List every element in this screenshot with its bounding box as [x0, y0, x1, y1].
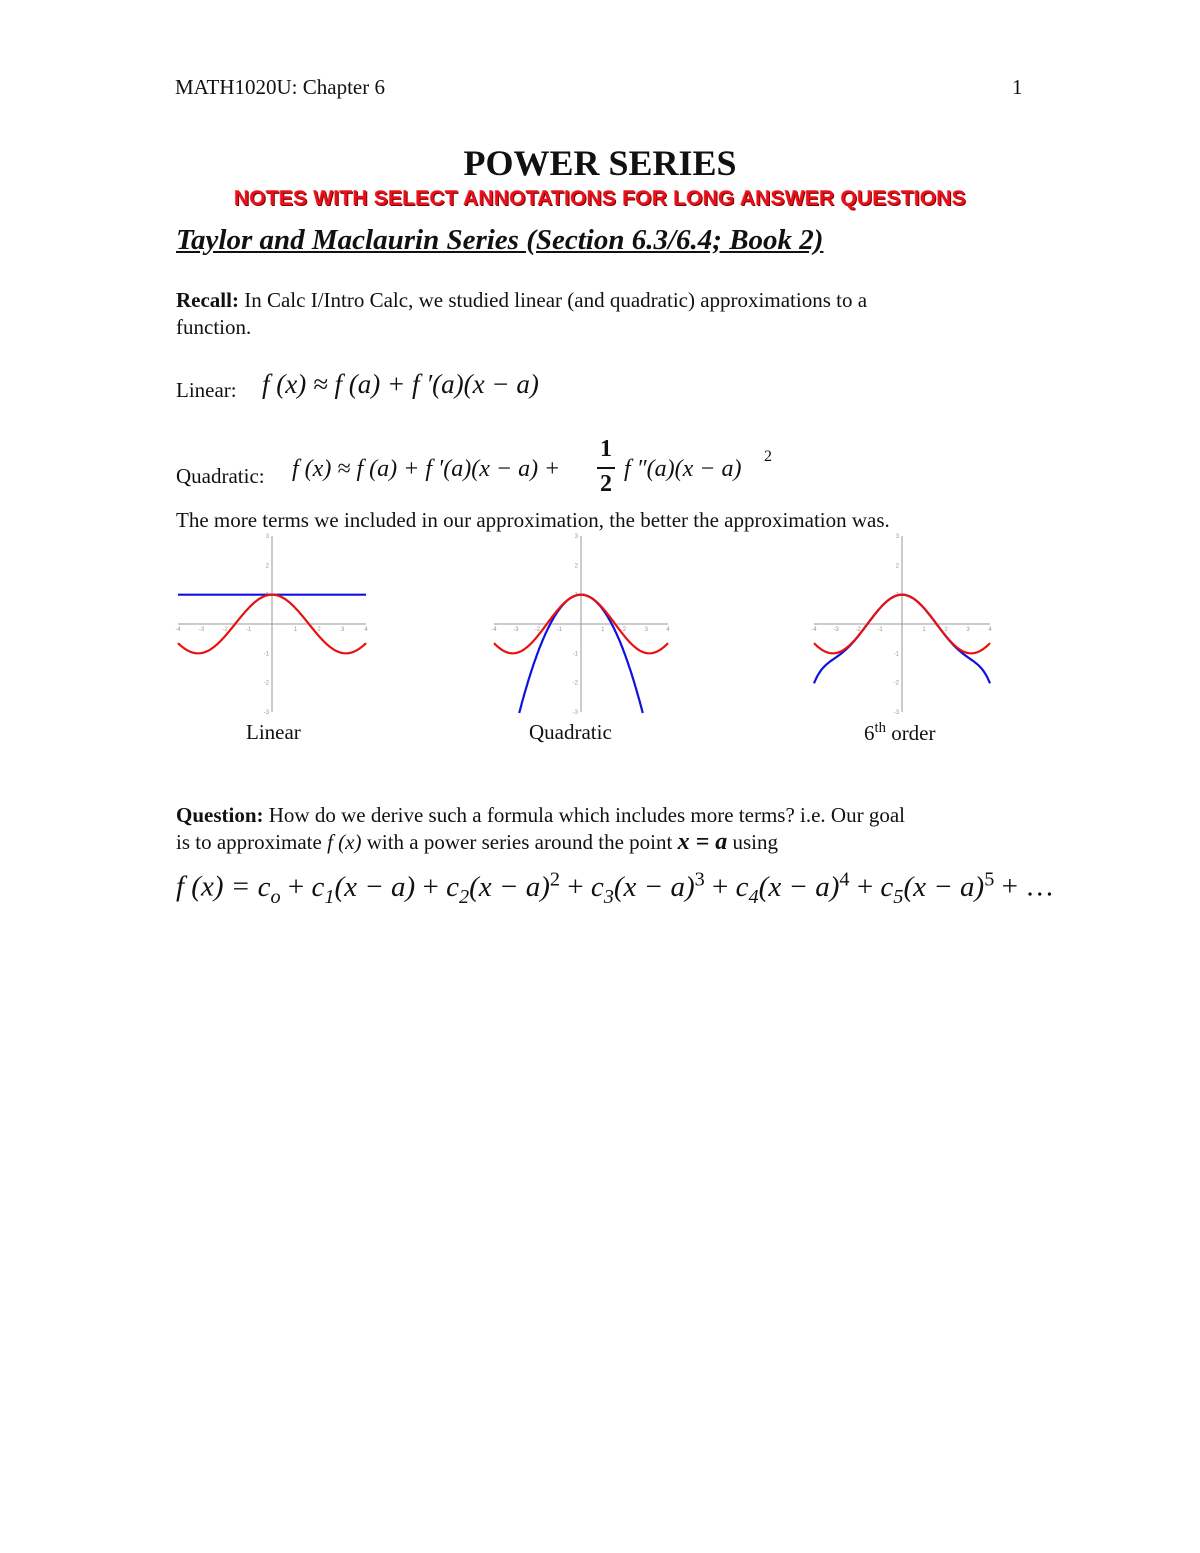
caption-sixth-word: order [885, 721, 936, 745]
x-tick-label: 1 [922, 627, 926, 633]
y-tick-label: 1 [574, 592, 578, 599]
fraction-bar [597, 467, 615, 469]
x-tick-label: 2 [622, 627, 627, 633]
series-coefficient: c [880, 870, 894, 903]
x-tick-label: 1 [293, 627, 298, 633]
series-lhs: f (x) = [176, 870, 251, 903]
y-tick-label: -3 [263, 710, 269, 716]
x-tick-label: -4 [811, 627, 817, 633]
question-x-equals-a: x = a [677, 829, 728, 855]
series-coefficient: c [735, 870, 749, 903]
fraction-numerator: 1 [600, 436, 612, 462]
question-fx: f (x) [327, 830, 362, 854]
x-tick-label: -4 [175, 627, 181, 633]
series-term-0 [257, 870, 281, 908]
series-coefficient: c [257, 870, 271, 903]
x-tick-label: -2 [855, 627, 861, 633]
x-tick-label: -3 [833, 627, 839, 633]
y-tick-label: -2 [263, 680, 269, 687]
caption-sixth-number: 6 [864, 721, 875, 745]
x-tick-label: -4 [491, 627, 497, 633]
series-term-5 [849, 868, 995, 908]
question-label: Question: [176, 803, 264, 827]
quadratic-approximation-graph [488, 530, 674, 718]
y-tick-label: -3 [893, 710, 899, 716]
series-term-3 [560, 868, 705, 908]
sixth-order-approximation-graph [808, 530, 996, 718]
y-tick-label: -2 [893, 680, 899, 687]
series-factor: (x − a) [903, 870, 985, 903]
page-number: 1 [1012, 75, 1023, 99]
series-plus: + [415, 870, 447, 903]
question-line1: How do we derive such a formula which includes more terms? i.e. Our goal [268, 803, 905, 827]
x-tick-label: 3 [340, 627, 345, 633]
series-coefficient: c [311, 870, 325, 903]
x-tick-label: 4 [666, 627, 670, 633]
caption-sixth-superscript: th [874, 720, 886, 736]
series-coefficient-index: 3 [603, 885, 614, 908]
y-tick-label: -1 [263, 651, 269, 658]
quadratic-label: Quadratic: [176, 464, 265, 488]
series-power: 5 [984, 868, 995, 890]
y-tick-label: 3 [574, 534, 578, 540]
recall-label: Recall: [176, 288, 239, 312]
linear-label: Linear: [176, 378, 237, 402]
series-factor: (x − a) [469, 870, 550, 903]
quadratic-exponent: 2 [764, 448, 772, 465]
linear-formula: f (x) ≈ f (a) + f ′(a)(x − a) [262, 369, 539, 399]
question-line2-b: with a power series around the point [366, 830, 673, 854]
x-tick-label: -1 [245, 627, 252, 633]
y-tick-label: -3 [572, 710, 578, 716]
series-power: 2 [549, 868, 560, 890]
recall-text-line1: In Calc I/Intro Calc, we studied linear (and quadratic) approximations to a [244, 288, 868, 312]
series-plus: + [704, 870, 736, 903]
series-plus: + [560, 870, 591, 903]
y-tick-label: 3 [265, 534, 269, 540]
y-tick-label: 2 [574, 563, 578, 570]
quadratic-formula-part2: f ″(a)(x − a) [624, 456, 742, 482]
x-tick-label: -2 [534, 627, 541, 633]
x-tick-label: 3 [644, 627, 648, 633]
y-tick-label: 2 [265, 563, 269, 570]
series-coefficient-index: 5 [893, 885, 904, 908]
x-tick-label: -3 [513, 627, 519, 633]
series-factor: (x − a) [758, 870, 840, 903]
y-tick-label: -1 [572, 651, 578, 658]
x-tick-label: 3 [966, 627, 970, 633]
series-plus: + [280, 870, 312, 903]
x-tick-label: 4 [364, 627, 368, 633]
fraction-denominator: 2 [600, 471, 612, 497]
caption-sixth-order [864, 720, 936, 746]
series-coefficient-index: 2 [458, 885, 470, 908]
series-term-2 [415, 868, 560, 908]
quadratic-formula-part1: f (x) ≈ f (a) + f ′(a)(x − a) + [292, 456, 561, 482]
series-term-4 [704, 868, 850, 908]
series-coefficient-index: o [270, 885, 281, 908]
linear-approximation-graph [172, 530, 372, 718]
x-tick-label: -2 [222, 627, 228, 633]
more-terms-sentence: The more terms we included in our approximation, the better the approximation was. [176, 508, 890, 532]
y-tick-label: 2 [895, 563, 899, 570]
x-tick-label: 1 [601, 627, 605, 633]
question-line2-c: using [732, 830, 779, 854]
x-tick-label: 2 [317, 627, 321, 633]
recall-paragraph [176, 287, 1036, 341]
x-tick-label: 4 [988, 627, 992, 633]
y-tick-label: 1 [265, 592, 269, 599]
x-tick-label: -1 [877, 627, 883, 633]
x-tick-label: -3 [198, 627, 205, 633]
y-tick-label: 1 [895, 592, 899, 599]
series-coefficient: c [446, 870, 459, 903]
recall-text-line2: function. [176, 315, 252, 339]
caption-linear: Linear [246, 720, 301, 744]
series-coefficient-index: 4 [748, 885, 759, 908]
section-heading: Taylor and Maclaurin Series (Section 6.3/6.4; Book 2) [176, 224, 824, 256]
y-tick-label: 3 [895, 534, 899, 540]
x-tick-label: 2 [944, 627, 948, 633]
series-factor: (x − a) [613, 870, 695, 903]
power-series-formula [176, 868, 1054, 908]
running-header: MATH1020U: Chapter 6 [175, 75, 385, 99]
x-tick-label: -1 [556, 627, 562, 633]
series-coefficient-index: 1 [324, 885, 335, 908]
caption-quadratic: Quadratic [529, 720, 612, 744]
series-plus: + [849, 870, 881, 903]
series-term-1 [280, 870, 416, 908]
y-tick-label: -1 [893, 651, 899, 658]
series-power: 4 [839, 868, 850, 890]
series-coefficient: c [590, 870, 604, 903]
question-paragraph [176, 802, 1076, 856]
page-title: POWER SERIES [463, 143, 737, 183]
y-tick-label: -2 [572, 680, 578, 687]
series-tail: + … [994, 870, 1055, 903]
series-factor: (x − a) [334, 870, 416, 903]
question-line2-a: is to approximate [176, 830, 322, 854]
annotation-banner: NOTES WITH SELECT ANNOTATIONS FOR LONG ANSWER QUESTIONS [234, 187, 966, 210]
series-power: 3 [694, 868, 705, 890]
